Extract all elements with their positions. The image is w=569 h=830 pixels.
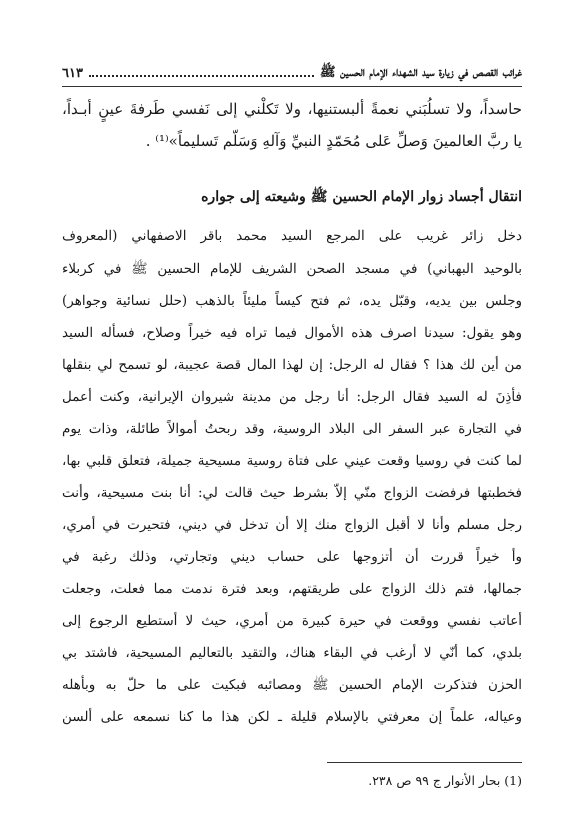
paragraph-line: بالوحيد البهباني) في مسجد الصحن الشريف للإمام الحسين ﷺ في كربلاء	[62, 261, 522, 277]
paragraph-line: وأ خيراً قررت أن أتزوجها على حساب ديني وتجارتي، وذلك رغبة في	[62, 549, 522, 565]
running-header	[62, 62, 522, 84]
paragraph-line: من أين لك هذا ؟ فقال له الرجل: إن لهذا المال قصة عجيبة، لو تسمح لي بنقلها	[62, 357, 522, 373]
footnote-rule	[327, 762, 522, 763]
intro-line: حاسداً، ولا تسلُبَني نعمةً ألبستنيها، ولا تَكلْني إلى نَفسي طَرفةَ عينٍ أبـداً،	[62, 100, 522, 118]
paragraph-line: رجل مسلم وأنا لا أقبل الزواج منك إلا أن تدخل في ديني، فتحيرت في أمري،	[62, 517, 522, 533]
intro-line: يا ربَّ العالمينَ وَصلِّ عَلى مُحَمّدٍ النبيِّ وَآلهِ وَسَلّم تَسليماً»⁽¹⁾ .	[145, 132, 522, 150]
section-heading: انتقال أجساد زوار الإمام الحسين ﷺ وشيعته إلى جواره	[201, 189, 522, 205]
paragraph-line: فأذِنَ له السيد فقال الرجل: أنا رجل من مدينة شيروان الإيرانية، وكنت أعمل	[62, 389, 522, 405]
paragraph-line: بلدي، كما أنّي لا أرغب في البقاء هناك، والتقيد بالتعاليم المسيحية، فاشتد بي	[62, 645, 522, 661]
paragraph-line: وجلس بين يديه، وقبّل يده، ثم فتح كيساً مليئاً بالذهب (حلل نسائية وجواهر)	[62, 293, 522, 309]
paragraph-line: أعاتب نفسي ووقعت في حيرة كبيرة من أمري، حيث لا أستطيع الرجوع إلى	[62, 613, 522, 629]
header-dot-leader	[89, 67, 314, 77]
paragraph-line: جمالها، فتم ذلك الزواج على طريقتهم، وبعد فترة ندمت مما فعلت، وجعلت	[62, 581, 522, 597]
running-header-title: غرائب القصص في زيارة سيد الشهداء الإمام الحسين ﷺ	[319, 64, 522, 80]
paragraph-line: دخل زائر غريب على المرجع السيد محمد باقر الاصفهاني (المعروف	[62, 228, 522, 244]
footnote: (1) بحار الأنوار ج ٩٩ ص ٢٣٨.	[368, 773, 522, 788]
page-number: ٦١٣	[62, 65, 83, 81]
paragraph-line: في التجارة عبر السفر الى البلاد الروسية، وقد ربحتُ أموالاً طائلة، وذات يوم	[62, 421, 522, 437]
header-rule	[62, 86, 522, 87]
paragraph-line: لما كنت في روسيا وقعت عيني على فتاة روسية مسيحية جميلة، فتعلق قلبي بها،	[62, 453, 522, 469]
paragraph-line: وعياله، علماً إن معرفتي بالإسلام قليلة ـ لكن هذا ما كنا نسمعه على ألسن	[62, 709, 522, 725]
paragraph-line: الحزن فتذكرت الإمام الحسين ﷺ ومصائبه فبكيت على ما حلّ به وبأهله	[62, 677, 522, 693]
paragraph-line: فخطبتها فرفضت الزواج منّي إلاّ بشرط حيث قالت لي: أنا بنت مسيحية، وأنت	[62, 485, 522, 501]
paragraph-line: وهو يقول: سيدنا اصرف هذه الأموال فيما تراه فيه خيراً وصلاح، فسأله السيد	[62, 325, 522, 341]
